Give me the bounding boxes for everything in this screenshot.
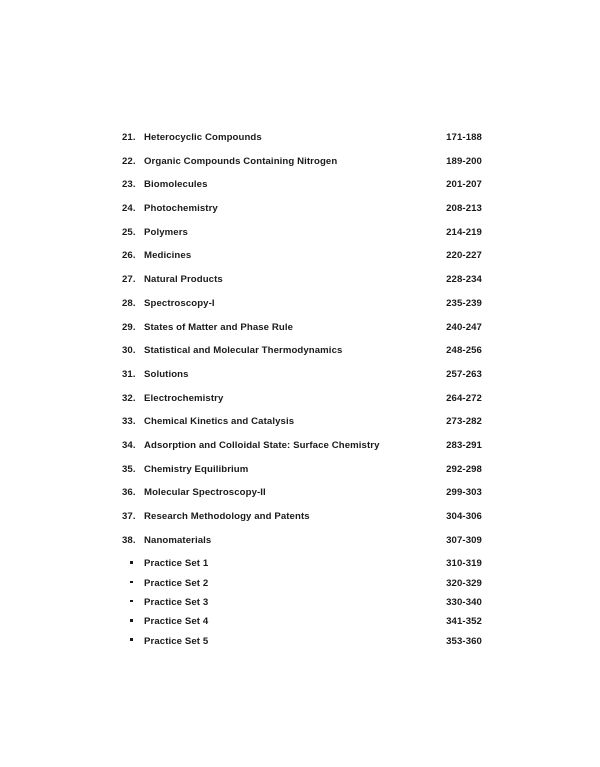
toc-entry-pages: 310-319 — [446, 558, 482, 570]
toc-entry-number: 26. — [122, 250, 136, 262]
toc-entry-title: Medicines — [144, 250, 192, 262]
toc-entry-pages: 208-213 — [446, 203, 482, 215]
bullet-icon — [122, 598, 144, 607]
toc-entry-number: 38. — [122, 534, 136, 546]
bullet-icon — [122, 637, 144, 646]
toc-entry[interactable] — [122, 558, 482, 577]
toc-entry[interactable] — [122, 511, 482, 535]
toc-entry[interactable] — [122, 636, 482, 655]
toc-entry[interactable] — [122, 393, 482, 417]
toc-entry[interactable] — [122, 597, 482, 616]
toc-entry[interactable] — [122, 250, 482, 274]
toc-entry-title: Practice Set 2 — [144, 577, 209, 589]
toc-entry[interactable] — [122, 298, 482, 322]
toc-entry-pages: 189-200 — [446, 155, 482, 167]
toc-entry-pages: 220-227 — [446, 250, 482, 262]
toc-entry-title: Practice Set 3 — [144, 596, 209, 608]
toc-entry-title: Chemical Kinetics and Catalysis — [144, 416, 295, 428]
toc-entry-number: 32. — [122, 392, 136, 404]
toc-entry-number: 23. — [122, 179, 136, 191]
toc-entry-pages: 235-239 — [446, 297, 482, 309]
toc-entry-number: 24. — [122, 203, 136, 215]
toc-entry[interactable] — [122, 132, 482, 156]
toc-entry-title: Photochemistry — [144, 203, 218, 215]
toc-entry[interactable] — [122, 179, 482, 203]
toc-entry-pages: 257-263 — [446, 368, 482, 380]
toc-entry-title: Nanomaterials — [144, 534, 212, 546]
toc-entry-title: Organic Compounds Containing Nitrogen — [144, 155, 338, 167]
toc-entry[interactable] — [122, 464, 482, 488]
toc-entry-title: Practice Set 5 — [144, 635, 209, 647]
bullet-icon — [122, 617, 144, 626]
toc-entry-pages: 228-234 — [446, 274, 482, 286]
toc-entry-pages: 330-340 — [446, 596, 482, 608]
toc-entry-number: 36. — [122, 487, 136, 499]
toc-entry-title: Molecular Spectroscopy-II — [144, 487, 266, 499]
toc-entry-number: 28. — [122, 297, 136, 309]
toc-entry[interactable] — [122, 578, 482, 597]
bullet-dot-icon — [130, 638, 133, 641]
toc-entry-pages: 292-298 — [446, 463, 482, 475]
toc-entry-pages: 264-272 — [446, 392, 482, 404]
toc-entry[interactable] — [122, 156, 482, 180]
toc-entry-title: Chemistry Equilibrium — [144, 463, 249, 475]
toc-entry-number: 25. — [122, 226, 136, 238]
toc-entry-title: Electrochemistry — [144, 392, 224, 404]
toc-entry-pages: 320-329 — [446, 577, 482, 589]
toc-entry[interactable] — [122, 416, 482, 440]
toc-entry-number: 27. — [122, 274, 136, 286]
toc-entry[interactable] — [122, 440, 482, 464]
toc-entry-pages: 273-282 — [446, 416, 482, 428]
toc-entry[interactable] — [122, 369, 482, 393]
toc-entry-pages: 248-256 — [446, 345, 482, 357]
toc-entry-number: 33. — [122, 416, 136, 428]
toc-entry-title: Statistical and Molecular Thermodynamics — [144, 345, 343, 357]
toc-entry-title: Biomolecules — [144, 179, 208, 191]
toc-entry-number: 34. — [122, 439, 136, 451]
toc-entry-pages: 171-188 — [446, 132, 482, 143]
toc-entry-pages: 240-247 — [446, 321, 482, 333]
toc-entry-number: 37. — [122, 511, 136, 522]
toc-entry-pages: 214-219 — [446, 226, 482, 238]
toc-entry[interactable] — [122, 535, 482, 559]
toc-entry-pages: 201-207 — [446, 179, 482, 191]
bullet-dot-icon — [130, 600, 133, 603]
bullet-icon — [122, 559, 144, 568]
toc-entry[interactable] — [122, 227, 482, 251]
bullet-icon — [122, 579, 144, 588]
toc-entry-title: Practice Set 1 — [144, 558, 209, 570]
toc-entry-title: Solutions — [144, 368, 189, 380]
toc-entry-number: 30. — [122, 345, 136, 357]
toc-entry-title: Natural Products — [144, 274, 223, 286]
toc-entry-number: 35. — [122, 463, 136, 475]
bullet-dot-icon — [130, 561, 133, 564]
toc-entry-pages: 353-360 — [446, 635, 482, 647]
toc-entry-title: Heterocyclic Compounds — [144, 132, 262, 143]
toc-entry-number: 31. — [122, 368, 136, 380]
toc-entry[interactable] — [122, 345, 482, 369]
toc-entry-number: 21. — [122, 132, 136, 143]
toc-entry-pages: 307-309 — [446, 534, 482, 546]
toc-entry-number: 22. — [122, 155, 136, 167]
toc-entry-number: 29. — [122, 321, 136, 333]
bullet-dot-icon — [130, 619, 133, 622]
toc-entry-title: States of Matter and Phase Rule — [144, 321, 294, 333]
toc-entry[interactable] — [122, 274, 482, 298]
bullet-dot-icon — [130, 581, 133, 584]
toc-entry-pages: 341-352 — [446, 616, 482, 628]
toc-entry-title: Research Methodology and Patents — [144, 511, 310, 522]
toc-entry-pages: 299-303 — [446, 487, 482, 499]
toc-entry-title: Adsorption and Colloidal State: Surface Chemistry — [144, 439, 380, 451]
table-of-contents-list — [122, 132, 482, 655]
toc-entry[interactable] — [122, 322, 482, 346]
toc-entry[interactable] — [122, 203, 482, 227]
toc-entry-title: Polymers — [144, 226, 188, 238]
toc-entry-title: Spectroscopy-I — [144, 297, 215, 309]
toc-entry[interactable] — [122, 487, 482, 511]
toc-entry[interactable] — [122, 616, 482, 635]
toc-entry-pages: 304-306 — [446, 511, 482, 522]
toc-entry-pages: 283-291 — [446, 439, 482, 451]
toc-entry-title: Practice Set 4 — [144, 616, 209, 628]
